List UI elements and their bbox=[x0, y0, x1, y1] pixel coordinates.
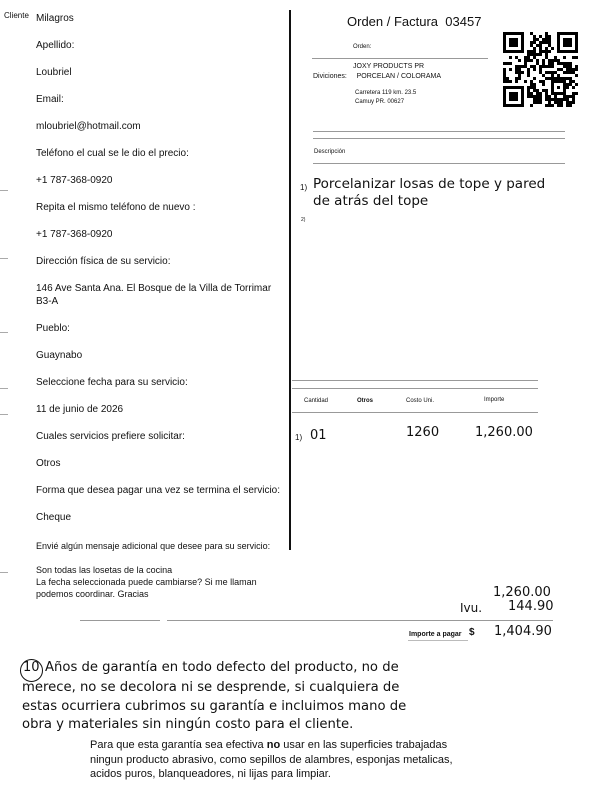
header-separator bbox=[313, 138, 565, 139]
message-line2: La fecha seleccionada puede cambiarse? Si me llaman bbox=[36, 577, 257, 587]
phone-label: Teléfono el cual se le dio el precio: bbox=[36, 148, 189, 159]
table-top-line bbox=[292, 388, 538, 389]
client-tag: Cliente bbox=[4, 11, 29, 20]
subtotal-line bbox=[167, 620, 553, 621]
last-name-label: Apellido: bbox=[36, 40, 75, 51]
date-label: Seleccione fecha para su servicio: bbox=[36, 377, 188, 388]
divisions bbox=[313, 73, 441, 80]
margin-tick bbox=[0, 388, 8, 389]
warranty-note-line3: acidos puros, blanqueadores, ni lijas para limpiar. bbox=[90, 768, 331, 780]
phone-value: +1 787-368-0920 bbox=[36, 175, 113, 186]
warranty-note-line2: ningun producto abrasivo, como sepillos de alambres, esponjas metalicas, bbox=[90, 754, 453, 766]
invoice-title bbox=[347, 14, 481, 29]
client-first-name: Milagros bbox=[36, 13, 74, 24]
header-amount: Importe bbox=[484, 397, 505, 403]
row-unit-cost: 1260 bbox=[406, 425, 440, 440]
margin-tick bbox=[0, 190, 8, 191]
header-separator bbox=[313, 131, 565, 132]
tax-value: 144.90 bbox=[508, 599, 554, 614]
table-top-line bbox=[292, 380, 538, 381]
services-value: Otros bbox=[36, 458, 61, 469]
header-unit-cost: Costo Uni. bbox=[406, 398, 435, 404]
address-line2: B3-A bbox=[36, 296, 59, 307]
subtotal-value: 1,260.00 bbox=[493, 585, 551, 600]
item2-number: 2) bbox=[301, 217, 306, 223]
company-address-line1: Carretera 119 km. 23.5 bbox=[355, 90, 417, 96]
invoice-title-text: Orden / Factura bbox=[347, 14, 439, 29]
row-amount: 1,260.00 bbox=[475, 425, 533, 440]
message-label: Envié algún mensaje adicional que desee para su servicio: bbox=[36, 541, 271, 551]
warranty-line1: Años de garantía en todo defecto del producto, no de bbox=[45, 660, 399, 675]
payment-label: Forma que desea pagar una vez se termina el servicio: bbox=[36, 485, 281, 496]
invoice-number: 03457 bbox=[445, 14, 482, 29]
qr-code-icon bbox=[503, 32, 578, 107]
email-value: mloubriel@hotmail.com bbox=[36, 121, 141, 132]
phone-repeat-value: +1 787-368-0920 bbox=[36, 229, 113, 240]
warranty-note-part-c: usar en las superficies trabajadas bbox=[280, 739, 448, 751]
phone-repeat-label: Repita el mismo teléfono de nuevo : bbox=[36, 202, 196, 213]
company-address-line2: Camuy PR. 00627 bbox=[355, 99, 405, 105]
email-label: Email: bbox=[36, 94, 64, 105]
row-number: 1) bbox=[295, 433, 303, 442]
last-name-value: Loubriel bbox=[36, 67, 72, 78]
header-quantity: Cantidad bbox=[304, 398, 329, 404]
message-line3: podemos coordinar. Gracias bbox=[36, 589, 149, 599]
payment-value: Cheque bbox=[36, 512, 72, 523]
warranty-note-part-a: Para que esta garantía sea efectiva bbox=[90, 739, 267, 751]
warranty-note-no: no bbox=[266, 739, 281, 751]
subtotal-line bbox=[80, 620, 160, 621]
tax-label: Ivu. bbox=[460, 601, 483, 615]
margin-tick bbox=[0, 414, 8, 415]
divisions-value: PORCELAN / COLORAMA bbox=[356, 73, 442, 80]
total-underline bbox=[408, 640, 468, 641]
order-label: Orden: bbox=[353, 44, 372, 50]
item1-description-line2: de atrás del tope bbox=[313, 193, 429, 209]
column-divider bbox=[289, 10, 291, 550]
table-header-underline bbox=[292, 412, 538, 413]
date-value: 11 de junio de 2026 bbox=[36, 404, 124, 415]
town-value: Guaynabo bbox=[36, 350, 83, 361]
services-label: Cuales servicios prefiere solicitar: bbox=[36, 431, 185, 442]
warranty-line3: estas ocurriera cubrimos su garantía e incluimos mano de bbox=[22, 699, 407, 714]
item1-description-line1: Porcelanizar losas de tope y pared bbox=[313, 176, 546, 192]
divisions-label: Diviciones: bbox=[313, 73, 347, 80]
address-line1: 146 Ave Santa Ana. El Bosque de la Villa de Torrimar bbox=[36, 283, 272, 294]
warranty-line2: merece, no se decolora ni se desprende, si cualquiera de bbox=[22, 680, 400, 695]
warranty-line4: obra y materiales sin ningún costo para el cliente. bbox=[22, 717, 354, 732]
town-label: Pueblo: bbox=[36, 323, 70, 334]
total-value: 1,404.90 bbox=[494, 624, 552, 639]
order-line bbox=[312, 58, 488, 59]
margin-tick bbox=[0, 332, 8, 333]
margin-tick bbox=[0, 572, 8, 573]
company-name: JOXY PRODUCTS PR bbox=[353, 63, 425, 70]
row-quantity: 01 bbox=[310, 428, 327, 443]
warranty-note-line1 bbox=[90, 739, 447, 751]
header-others: Otros bbox=[357, 398, 374, 404]
item1-number: 1) bbox=[300, 183, 308, 192]
description-label: Descripción bbox=[314, 149, 346, 155]
warranty-years: 10 bbox=[23, 660, 40, 675]
description-underline bbox=[313, 163, 565, 164]
currency-symbol: $ bbox=[469, 627, 475, 638]
total-label: Importe a pagar bbox=[409, 631, 462, 638]
margin-tick bbox=[0, 258, 8, 259]
message-line1: Son todas las losetas de la cocina bbox=[36, 565, 173, 575]
address-label: Dirección física de su servicio: bbox=[36, 256, 171, 267]
